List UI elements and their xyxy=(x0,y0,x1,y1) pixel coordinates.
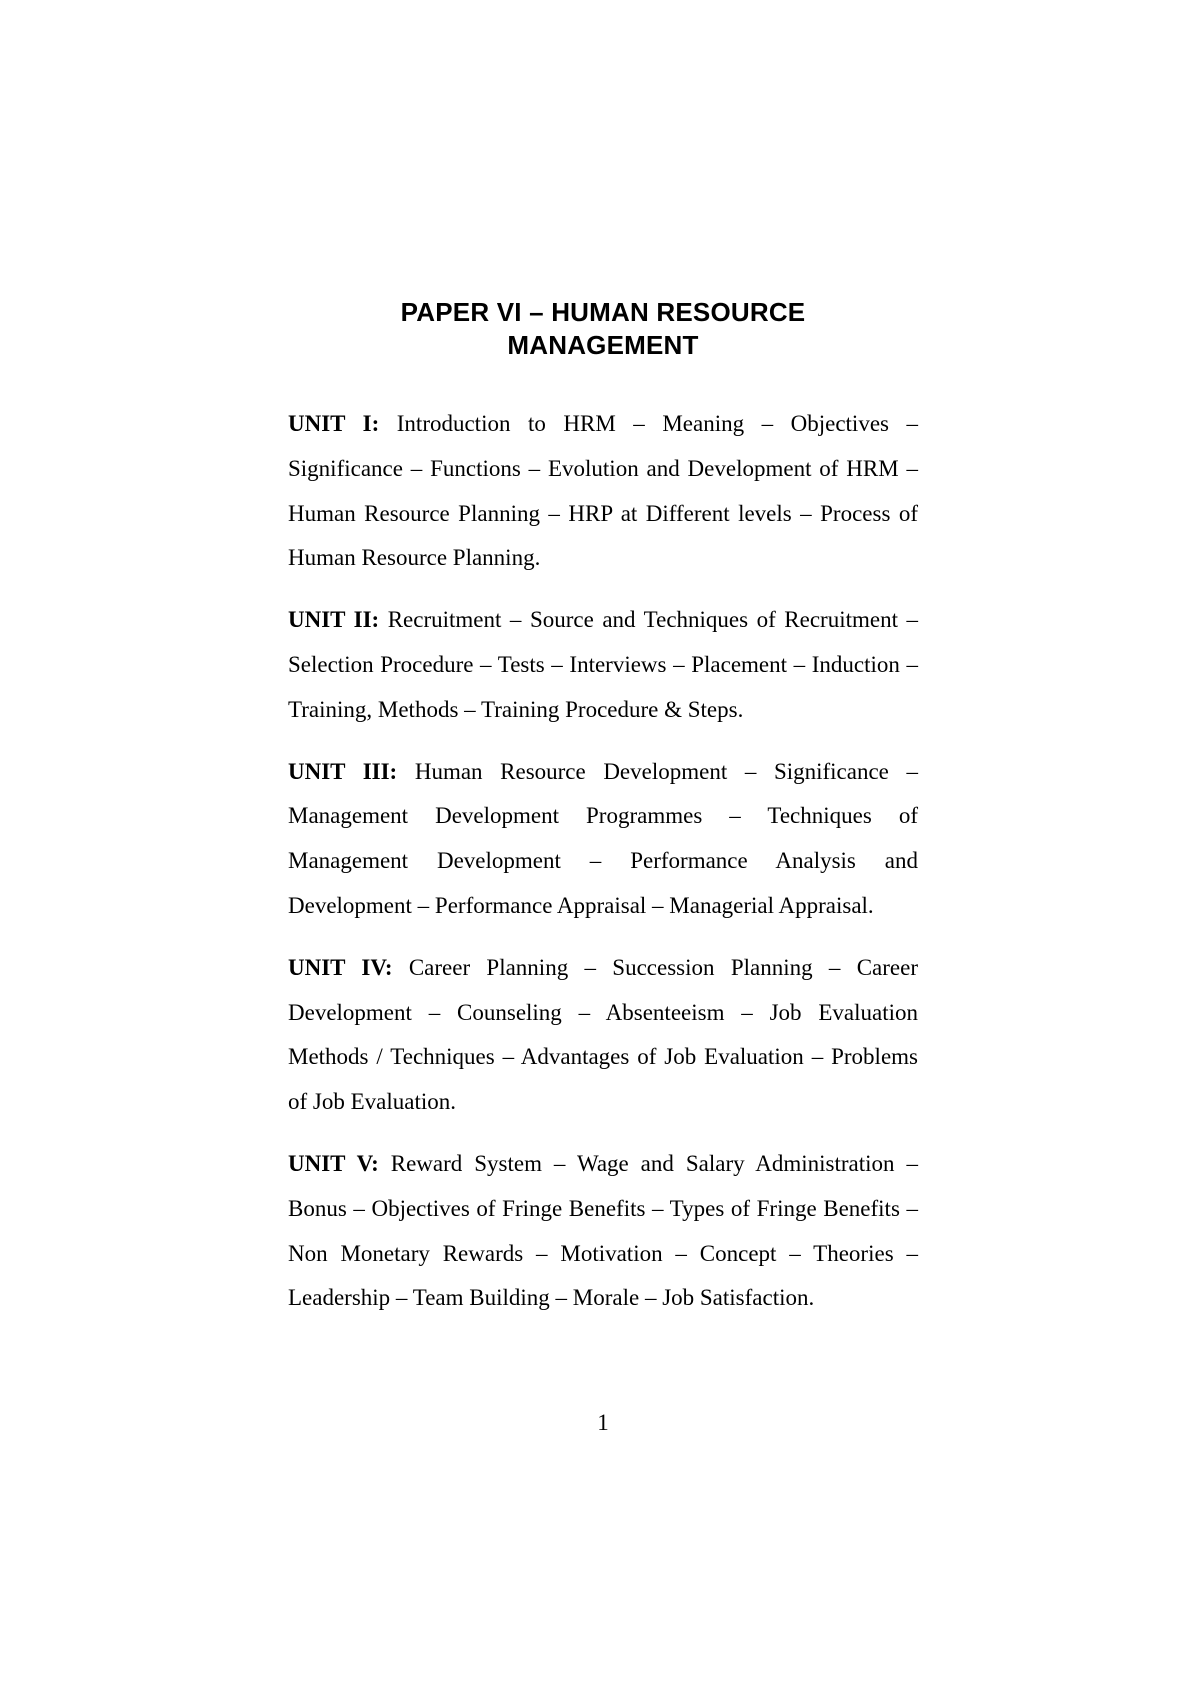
unit-3-label: UNIT III: xyxy=(288,758,398,784)
unit-1-text: Introduction to HRM – Meaning – Objectives – Significance – Functions – Evolution and Development of HRM – Human Resource Planning – HRP at Different levels – Process of Human Resource Planning. xyxy=(288,411,919,571)
page-number: 1 xyxy=(597,1410,609,1435)
unit-5-text: Reward System – Wage and Salary Administration – Bonus – Objectives of Fringe Benefits – Types of Fringe Benefits – Non Monetary Rewards – Motivation – Concept – Theories – Leadership – Team Building – Morale – Job Satisfaction. xyxy=(288,1150,919,1311)
syllabus-body xyxy=(288,402,918,1338)
title-line-2: MANAGEMENT xyxy=(507,330,699,360)
unit-5-label: UNIT V: xyxy=(288,1150,379,1176)
unit-4-paragraph xyxy=(288,946,918,1125)
unit-1-label: UNIT I: xyxy=(288,411,380,436)
unit-3-paragraph xyxy=(288,750,918,929)
title-line-1: PAPER VI – HUMAN RESOURCE xyxy=(400,297,806,327)
unit-1-paragraph xyxy=(288,402,918,581)
unit-3-text: Human Resource Development – Significance – Management Development Programmes – Techniques of Management Development – Performance Analysis and Development – Performance Appraisal – Managerial Appraisal. xyxy=(288,758,918,918)
unit-2-label: UNIT II: xyxy=(288,607,380,633)
unit-4-label: UNIT IV: xyxy=(288,954,393,980)
unit-4-text: Career Planning – Succession Planning – Career Development – Counseling – Absenteeism – Job Evaluation Methods / Techniques – Advantages of Job Evaluation – Problems of Job Evaluation. xyxy=(288,954,918,1115)
page-title xyxy=(288,296,918,362)
unit-5-paragraph xyxy=(288,1142,918,1321)
unit-2-paragraph xyxy=(288,598,918,732)
unit-2-text: Recruitment – Source and Techniques of Recruitment – Selection Procedure – Tests – Interviews – Placement – Induction – Training, Methods – Training Procedure & Steps. xyxy=(288,607,919,722)
